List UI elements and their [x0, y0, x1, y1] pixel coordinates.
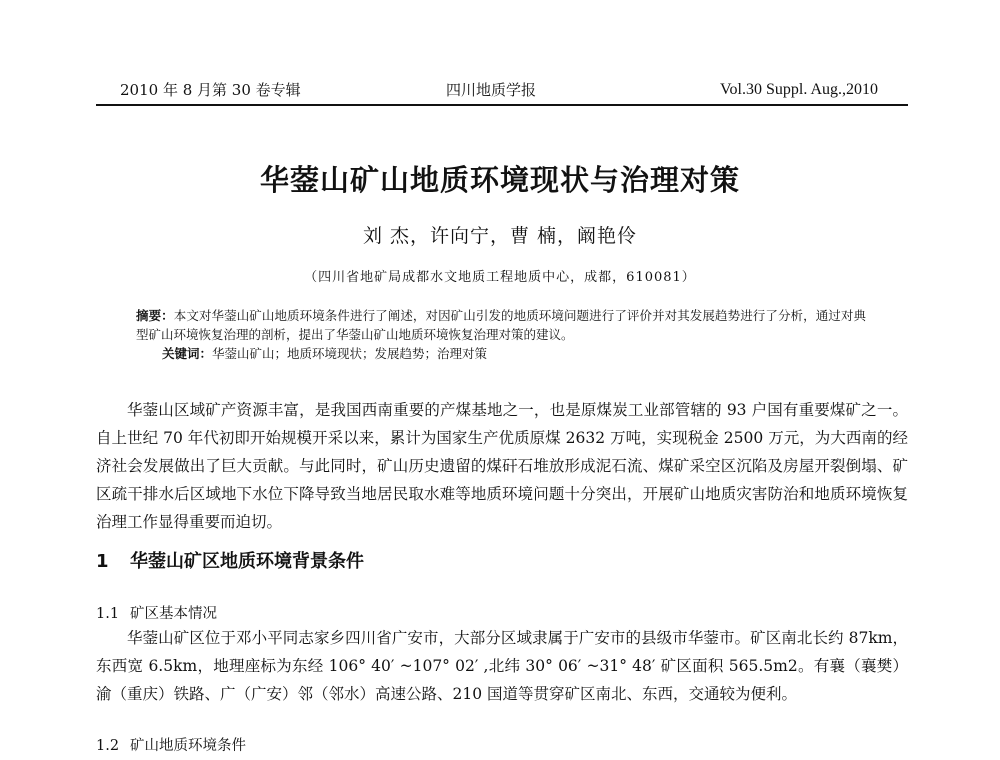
- affiliation: （四川省地矿局成都水文地质工程地质中心，成都，610081）: [304, 270, 696, 285]
- running-header: [96, 78, 908, 102]
- abstract-label: 摘要：: [136, 308, 174, 323]
- journal-issue: 2010 年 8 月第 30 卷专辑: [120, 81, 301, 99]
- keywords: [136, 344, 866, 363]
- subsection-heading: [96, 734, 246, 758]
- keywords-text: 华蓥山矿山；地质环境现状；发展趋势；治理对策: [212, 346, 488, 361]
- abstract: [136, 306, 866, 344]
- section-number: 1: [96, 551, 109, 572]
- abstract-block: [136, 306, 866, 363]
- intro-paragraph: 华蓥山区域矿产资源丰富，是我国西南重要的产煤基地之一，也是原煤炭工业部管辖的 93 户国有重要煤矿之一。自上世纪 70 年代初即开始规模开采以来，累计为国家生产优质原煤 2632 万吨，实现税金 2500 万元，为大西南的经济社会发展做出了巨大贡献。与此同时，矿山历史遗留的煤矸石堆放形成泥石流、煤矿采空区沉陷及房屋开裂倒塌、矿区疏干排水后区域地下水位下降导致当地居民取水难等地质环境问题十分突出，开展矿山地质灾害防治和地质环境恢复治理工作显得重要而迫切。: [96, 401, 908, 531]
- subsection-heading: [96, 602, 217, 626]
- subsection-title: 矿山地质环境条件: [130, 738, 246, 754]
- subsection-title: 矿区基本情况: [130, 606, 217, 622]
- subsection-number: 1.2: [96, 738, 120, 754]
- journal-volume: Vol.30 Suppl. Aug.,2010: [720, 81, 878, 98]
- abstract-text: 本文对华蓥山矿山地质环境条件进行了阐述，对因矿山引发的地质环境问题进行了评价并对其发展趋势进行了分析，通过对典型矿山环境恢复治理的剖析，提出了华蓥山矿山地质环境恢复治理对策的建议。: [136, 308, 866, 342]
- header-divider: [96, 104, 908, 106]
- journal-name: 四川地质学报: [446, 81, 537, 99]
- section-heading: [96, 548, 364, 576]
- mining-area-paragraph: 华蓥山矿区位于邓小平同志家乡四川省广安市，大部分区域隶属于广安市的县级市华蓥市。矿区南北长约 87km，东西宽 6.5km，地理座标为东经 106° 40′ ~107° 02′ ,北纬 30° 06′ ~31° 48′ 矿区面积 565.5m2。有襄（襄樊）渝（重庆）铁路、广（广安）邻（邻水）高速公路、210 国道等贯穿矿区南北、东西，交通较为便利。: [96, 629, 908, 703]
- section-title: 华蓥山矿区地质环境背景条件: [130, 551, 364, 572]
- keywords-label: 关键词：: [162, 346, 213, 361]
- author-list: 刘 杰，许向宁，曹 楠，阚艳伶: [362, 225, 638, 247]
- subsection-number: 1.1: [96, 606, 120, 622]
- paper-title: 华蓥山矿山地质环境现状与治理对策: [259, 163, 740, 197]
